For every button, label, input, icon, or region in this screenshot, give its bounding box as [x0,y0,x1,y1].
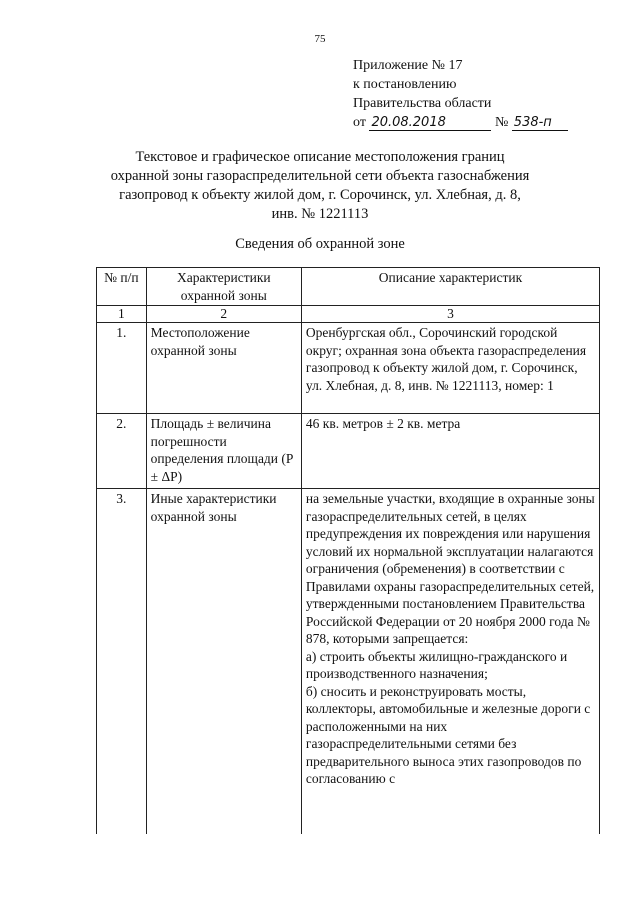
restriction-item-b: б) сносить и реконструировать мосты, коллекторы, автомобильные и железные дороги с расположенными на них газораспределительными сетями без предварительного выноса этих газопроводов по согласованию с [305,683,591,786]
row-description: Оренбургская обл., Сорочинский городской округ; охранная зона объекта газораспределения газопровод к объекту жилой дом, г. Сорочинск, ул. Хлебная, д. 8, инв. № 1221113, номер: 1 [301,323,599,414]
page-number: 75 [314,33,326,45]
appendix-block [353,56,613,132]
title-line-1: Текстовое и графическое описание местоположения границ [135,149,505,165]
header-num: № п/п [97,268,147,306]
column-number: 2 [146,306,301,323]
row-num: 3. [97,489,147,835]
appendix-date-line [353,113,613,132]
row-characteristic: Местоположение охранной зоны [146,323,301,414]
table-header-row [97,268,600,306]
column-number-row [97,306,600,323]
number-prefix: № [494,115,509,130]
title-line-4: инв. № 1221113 [271,206,369,222]
row-num: 2. [97,414,147,489]
appendix-line-2: к постановлению [353,77,457,92]
column-number: 1 [97,306,147,323]
row-characteristic: Площадь ± величина погрешности определения площади (Р ± ΔР) [146,414,301,489]
row-characteristic: Иные характеристики охранной зоны [146,489,301,835]
row-description-cell [301,489,599,835]
restriction-item-a: а) строить объекты жилищно-гражданского и производственного назначения; [305,648,568,681]
date-prefix: от [353,115,366,130]
handwritten-date: 20.08.2018 [369,115,491,131]
header-characteristics: Характеристики охранной зоны [146,268,301,306]
section-subtitle: Сведения об охранной зоне [235,236,405,252]
row-num: 1. [97,323,147,414]
protection-zone-table [96,267,600,834]
appendix-line-3: Правительства области [353,96,492,111]
table-row [97,323,600,414]
table-row [97,414,600,489]
handwritten-number: 538-п [512,115,568,131]
row-description: 46 кв. метров ± 2 кв. метра [301,414,599,489]
table-row [97,489,600,835]
column-number: 3 [301,306,599,323]
title-line-3: газопровод к объекту жилой дом, г. Сорочинск, ул. Хлебная, д. 8, [119,187,521,203]
header-description: Описание характеристик [301,268,599,306]
title-line-2: охранной зоны газораспределительной сети объекта газоснабжения [110,168,530,184]
document-title [60,148,580,224]
row-description: на земельные участки, входящие в охранные зоны газораспределительных сетей, в целях предупреждения их повреждения или нарушения условий их нормальной эксплуатации налагаются ограничения (обременения) в соответствии с Правилами охраны газораспределительных сетей, утвержденными постановлением Правительства Российской Федерации от 20 ноября 2000 года № 878, которыми запрещается: [305,491,595,646]
appendix-line-1: Приложение № 17 [353,58,463,73]
